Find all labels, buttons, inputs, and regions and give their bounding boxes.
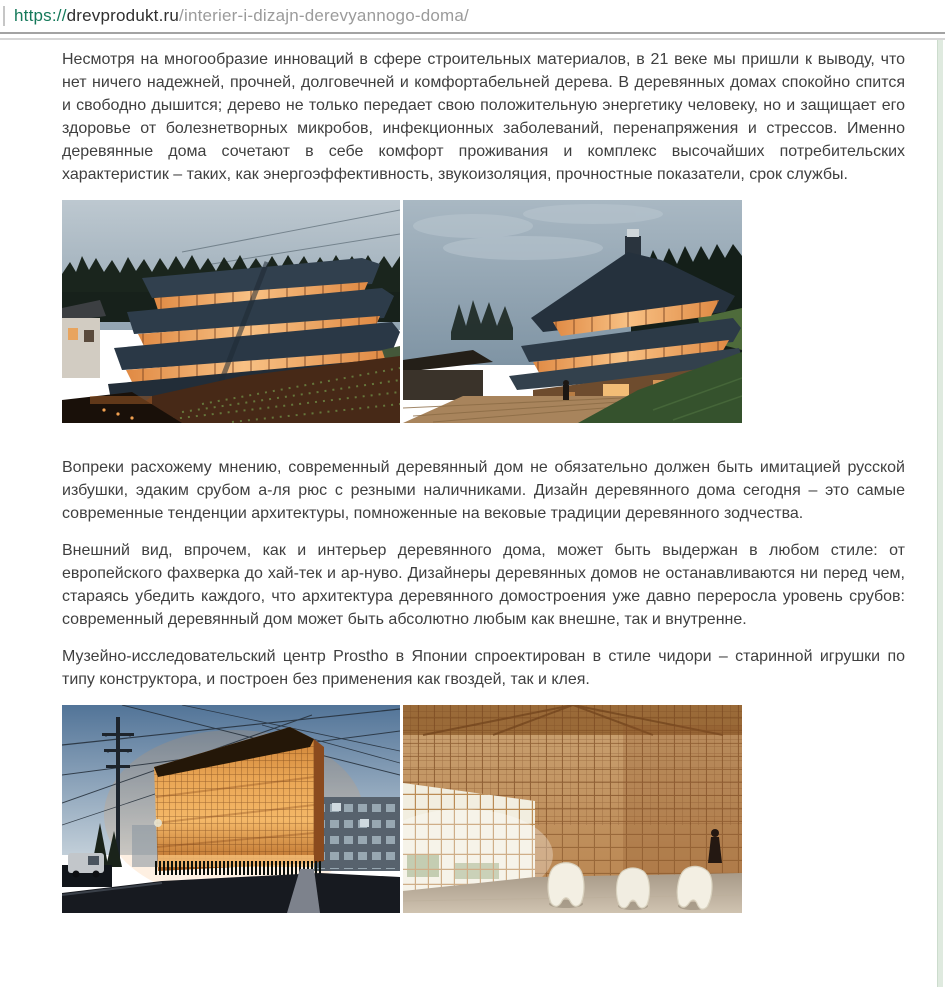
photo-prostho-museum-exterior (62, 705, 400, 913)
photo-prostho-museum-interior (403, 705, 742, 913)
street-light (154, 819, 162, 827)
url-scheme: https:// (14, 6, 67, 25)
article (62, 40, 905, 913)
photo-wooden-house-hillside-dusk (403, 200, 742, 423)
paragraph: Вопреки расхожему мнению, современный деревянный дом не обязательно должен быть имитацией русской избушки, эдаким срубом а-ля рюс с резными наличниками. Дизайн деревянного дома сегодня – это самые современные тенденции архитектуры, помноженные на вековые традиции деревянного зодчества. (62, 459, 905, 522)
url-host: drevprodukt.ru (66, 6, 180, 25)
url-path: /interier-i-dizajn-derevyannogo-doma/ (179, 6, 469, 25)
figure-row-houses (62, 200, 905, 423)
scrollbar-strip[interactable] (937, 40, 943, 987)
background-building (314, 797, 400, 871)
hedge (154, 861, 322, 875)
photo-wooden-house-facade-dusk (62, 200, 400, 423)
paragraph: Внешний вид, впрочем, как и интерьер деревянного дома, может быть выдержан в любом стиле: от европейского фахверка до хай-тек и ар-нуво. Дизайнеры деревянных домов не останавливаются ни перед чем, стараясь убедить каждого, что архитектура деревянного домостроения уже давно переросла уровень срубов: современный деревянный дом может быть абсолютно любым как внешне, так и внутренне. (62, 542, 905, 628)
tooth-sculptures (548, 863, 714, 910)
figure-row-museum (62, 705, 905, 913)
neighbor-house (62, 300, 106, 378)
address-bar[interactable] (0, 0, 945, 34)
paragraph: Музейно-исследовательский центр Prostho в Японии спроектирован в стиле чидори – старинной игрушки по типу конструктора, и построен без применения как гвоздей, так и клея. (62, 648, 905, 688)
url-text[interactable] (14, 6, 469, 26)
paragraph: Несмотря на многообразие инноваций в сфере строительных материалов, в 21 веке мы пришли к выводу, что нет ничего надежней, прочней, долговечней и комфортабельней дерева. В деревянных домах спокойно спится и свободно дышится; дерево не только передает свою положительную энергетику человеку, но и защищает его здоровье от болезнетворных микробов, инфекционных заболеваний, перенапряжения и стрессов. Именно деревянные дома сочетают в себе комфорт проживания и комплекс высочайших потребительских характеристик – таких, как энергоэффективность, звукоизоляция, прочностные показатели, срок службы. (62, 51, 905, 183)
address-bar-separator (3, 6, 5, 26)
depth-shadow (623, 725, 742, 875)
